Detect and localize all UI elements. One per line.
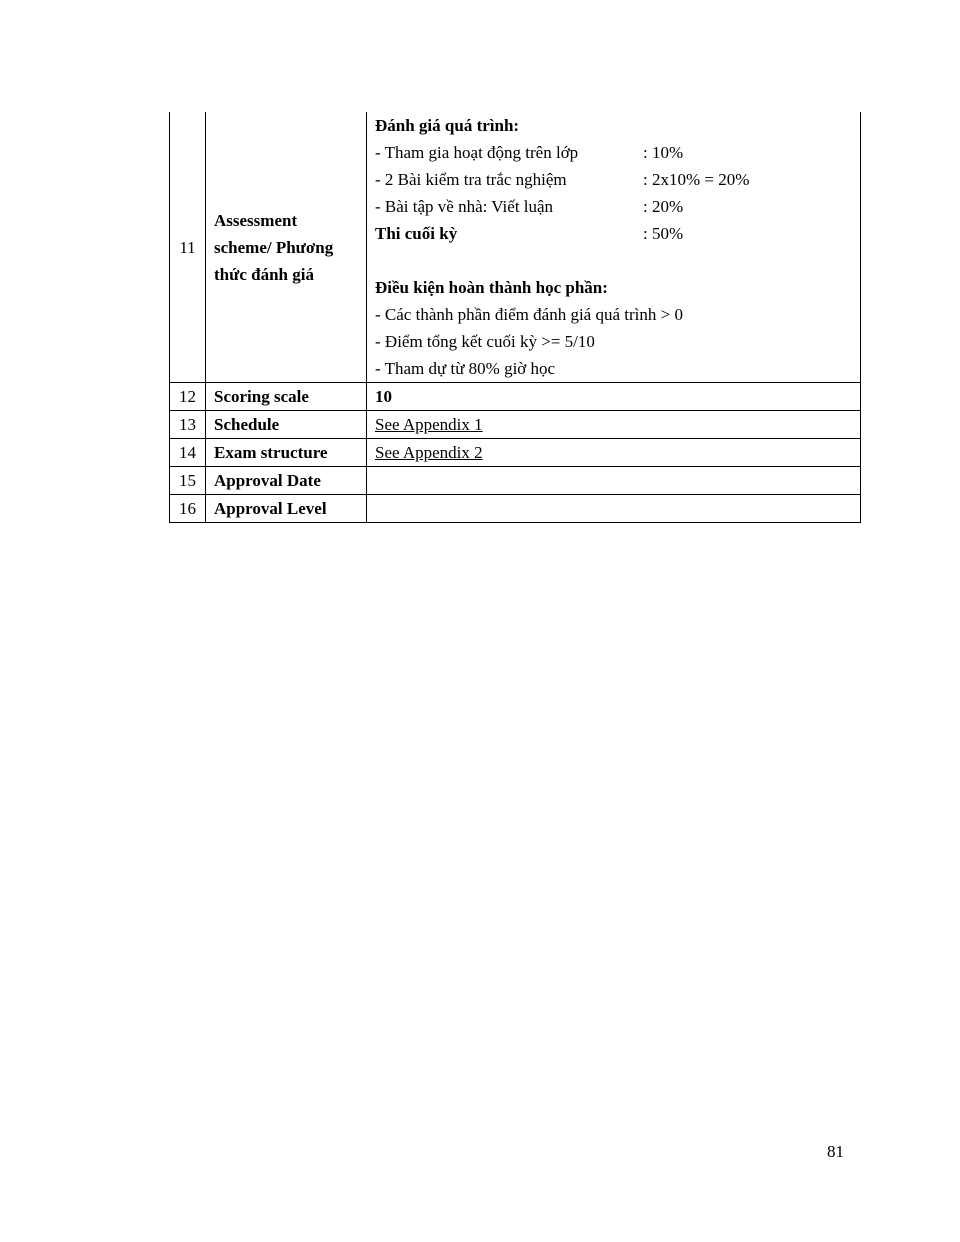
spacer [375, 247, 852, 274]
row-label-approval-date: Approval Date [206, 467, 367, 495]
assessment-item [375, 193, 852, 220]
syllabus-table [169, 112, 861, 523]
assessment-item-name: - 2 Bài kiểm tra trắc nghiệm [375, 170, 567, 189]
table-row-exam-structure [170, 439, 861, 467]
assessment-item-value: : 2x10% = 20% [643, 170, 750, 189]
label-line: thức đánh giá [214, 264, 314, 284]
assessment-item-value: : 10% [643, 143, 684, 162]
completion-conditions-title: Điều kiện hoàn thành học phần: [375, 278, 608, 297]
scoring-scale-value: 10 [367, 383, 861, 411]
row-number: 16 [170, 495, 206, 523]
assessment-item [375, 139, 852, 166]
table-row-scoring-scale [170, 383, 861, 411]
final-exam-item [375, 220, 852, 247]
row-label-assessment [206, 112, 367, 383]
final-exam-value: : 50% [643, 224, 684, 243]
assessment-item-value: : 20% [643, 197, 684, 216]
completion-condition: - Các thành phần điểm đánh giá quá trình > 0 [375, 305, 683, 324]
row-number: 15 [170, 467, 206, 495]
row-number: 14 [170, 439, 206, 467]
schedule-value-cell [367, 411, 861, 439]
page-number: 81 [827, 1142, 844, 1161]
row-number: 11 [170, 112, 206, 383]
process-assessment-title: Đánh giá quá trình: [375, 116, 520, 135]
assessment-item-name: - Bài tập về nhà: Viết luận [375, 197, 554, 216]
completion-condition: - Điểm tổng kết cuối kỳ >= 5/10 [375, 332, 595, 351]
row-label-approval-level: Approval Level [206, 495, 367, 523]
row-number: 12 [170, 383, 206, 411]
appendix-1-link[interactable]: See Appendix 1 [375, 415, 483, 434]
assessment-item-name: - Tham gia hoạt động trên lớp [375, 143, 579, 162]
label-line: Assessment [214, 210, 298, 230]
approval-date-value [367, 467, 861, 495]
exam-structure-value-cell [367, 439, 861, 467]
row-label-exam-structure: Exam structure [206, 439, 367, 467]
table-row-assessment [170, 112, 861, 383]
completion-condition: - Tham dự từ 80% giờ học [375, 359, 556, 378]
appendix-2-link[interactable]: See Appendix 2 [375, 443, 483, 462]
final-exam-name: Thi cuối kỳ [375, 224, 458, 243]
table-row-approval-level [170, 495, 861, 523]
approval-level-value [367, 495, 861, 523]
table-row-schedule [170, 411, 861, 439]
assessment-item [375, 166, 852, 193]
label-line: scheme/ Phương [214, 237, 334, 257]
row-number: 13 [170, 411, 206, 439]
assessment-content [367, 112, 861, 383]
row-label-scoring-scale: Scoring scale [206, 383, 367, 411]
table-row-approval-date [170, 467, 861, 495]
row-label-schedule: Schedule [206, 411, 367, 439]
